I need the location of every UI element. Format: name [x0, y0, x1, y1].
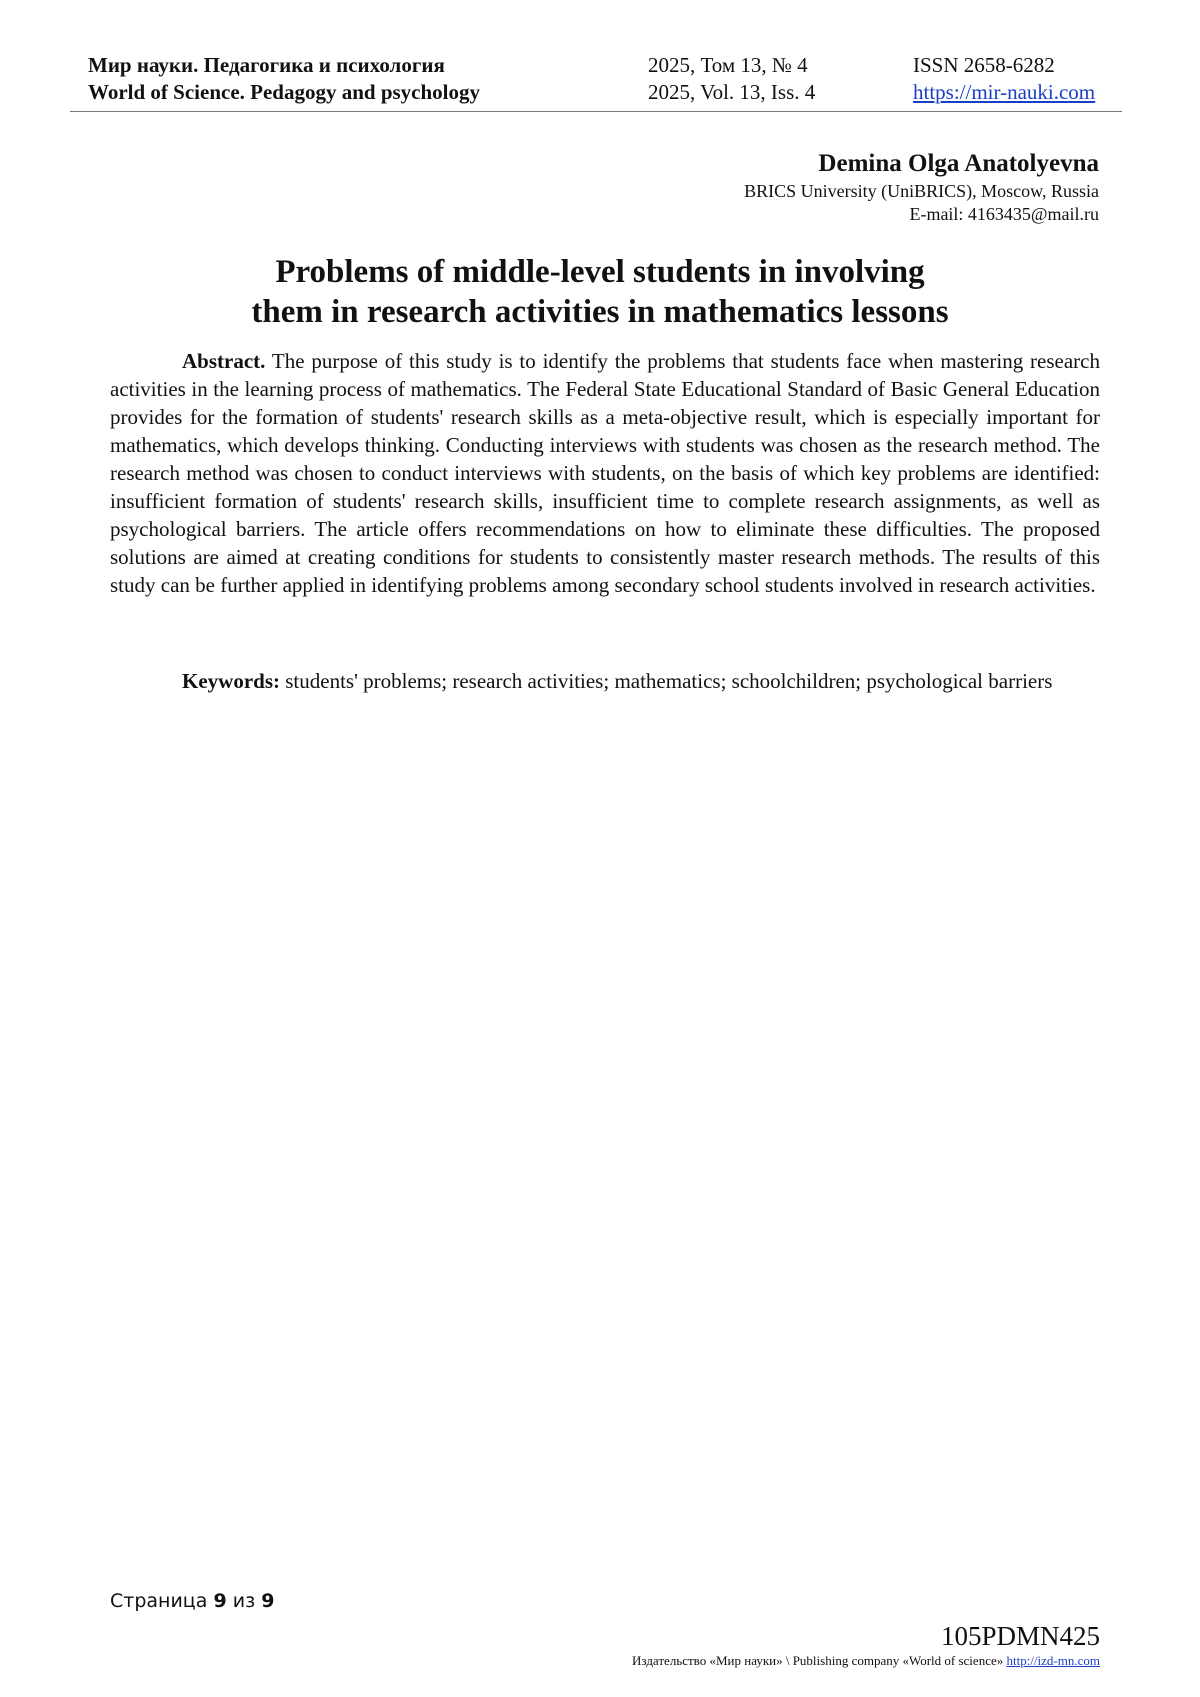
issue-info-ru: 2025, Том 13, № 4 — [648, 53, 808, 77]
author-affiliation: BRICS University (UniBRICS), Moscow, Russia — [744, 181, 1099, 201]
author-email: E-mail: 4163435@mail.ru — [909, 204, 1099, 224]
journal-title-ru: Мир науки. Педагогика и психология — [88, 53, 445, 77]
article-title-line-1: Problems of middle-level students in involving — [275, 254, 925, 290]
author-block — [744, 148, 1099, 226]
publisher-link[interactable]: http://izd-mn.com — [1006, 1653, 1100, 1668]
author-name: Demina Olga Anatolyevna — [818, 150, 1099, 177]
abstract-text: The purpose of this study is to identify the problems that students face when mastering research activities in the learning process of mathematics. The Federal State Educational Standard of Basic General Education provides for the formation of students' research skills as a meta-objective result, which is especially important for mathematics, which develops thinking. Conducting interviews with students was chosen as the research method. The research method was chosen to conduct interviews with students, on the basis of which key problems are identified: insufficient formation of students' research skills, insufficient time to complete research assignments, as well as psychological barriers. The article offers recommendations on how to eliminate these difficulties. The proposed solutions are aimed at creating conditions for students to consistently master research methods. The results of this study can be further applied in identifying problems among secondary school students involved in research activities. — [110, 349, 1100, 597]
issue-info-en: 2025, Vol. 13, Iss. 4 — [648, 80, 816, 104]
publisher-text: Издательство «Мир науки» \ Publishing company «World of science» — [632, 1653, 1004, 1668]
publisher-line — [632, 1653, 1100, 1669]
keywords-text: students' problems; research activities; mathematics; schoolchildren; psychological barriers — [285, 669, 1053, 693]
issn: ISSN 2658-6282 — [913, 53, 1055, 77]
page-prefix: Страница — [110, 1590, 208, 1612]
article-title — [100, 252, 1100, 332]
page-current: 9 — [213, 1590, 227, 1612]
website-cell — [913, 79, 1095, 106]
journal-header — [70, 52, 1122, 112]
journal-title-en: World of Science. Pedagogy and psychology — [88, 80, 481, 104]
keywords-label: Keywords: — [182, 669, 280, 693]
keywords-paragraph — [110, 667, 1100, 695]
page-separator: из — [232, 1590, 256, 1612]
article-title-line-2: them in research activities in mathematics lessons — [251, 294, 949, 330]
abstract-label: Abstract. — [182, 349, 266, 373]
website-link[interactable]: https://mir-nauki.com — [913, 80, 1096, 104]
page-total: 9 — [261, 1590, 275, 1612]
page-number — [110, 1589, 274, 1613]
article-code: 105PDMN425 — [940, 1621, 1100, 1651]
abstract-paragraph — [110, 347, 1100, 599]
